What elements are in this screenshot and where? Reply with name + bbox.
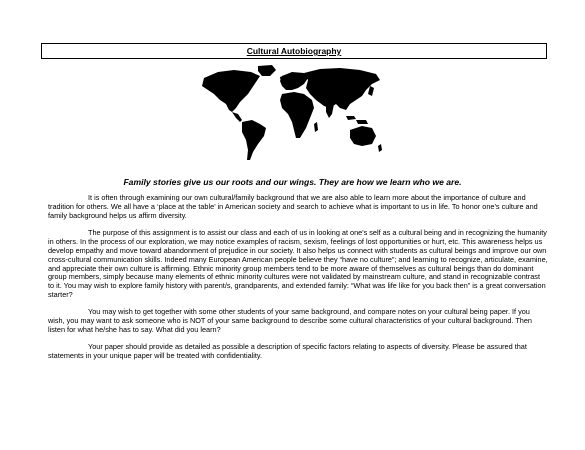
paragraph-purpose: The purpose of this assignment is to assist our class and each of us in looking at one's self as a cultural being and in recognizing the humanity in others. In the process of our exploration, we may notice examples of racism, sexism, feelings of lost opportunities or hurt, etc. This awareness helps us develop empathy and move toward abandonment of prejudice in our society. It also helps us connect with students as cultural beings and improve our own cross-cultural communication skills. Indeed many European American people believe they “have no culture”; and learning to recognize, articulate, examine, and appreciate their own culture is affirming. Ethnic minority group members tend to be more aware of themselves as cultural beings than do dominant group members, simply because many elements of ethnic minority cultures were not validated by mainstream culture, and stand in recognizable contrast to it. You may wish to explore family history with parent/s, grandparents, and extended family: “What was life like for you back then” is a great conversation starter? xyxy=(48,227,548,300)
paragraph-requirements: Your paper should provide as detailed as possible a description of specific factors relating to aspects of diversity. Please be assured that statements in your unique paper will be treated with confidentiality. xyxy=(48,342,527,361)
tagline: Family stories give us our roots and our wings. They are how we learn who we are. xyxy=(123,177,462,187)
document-body xyxy=(48,194,548,369)
world-map-image xyxy=(196,64,384,164)
title-box xyxy=(41,43,547,59)
paragraph-peers: You may wish to get together with some other students of your same background, and compare notes on your cultural being paper. If you wish, you may want to ask someone who is NOT of your same background to describe some cultural characteristics of your cultural background. Then listen for what he/she has to say. What did you learn? xyxy=(48,307,532,335)
paragraph-intro: It is often through examining our own cultural/family background that we are also able to learn more about the importance of culture and tradition for others. We all have a ‘place at the table’ in American society and search to achieve what is important to us in life. To honor one’s culture and family background helps us affirm diversity. xyxy=(48,193,538,220)
document-title: Cultural Autobiography xyxy=(246,46,342,56)
